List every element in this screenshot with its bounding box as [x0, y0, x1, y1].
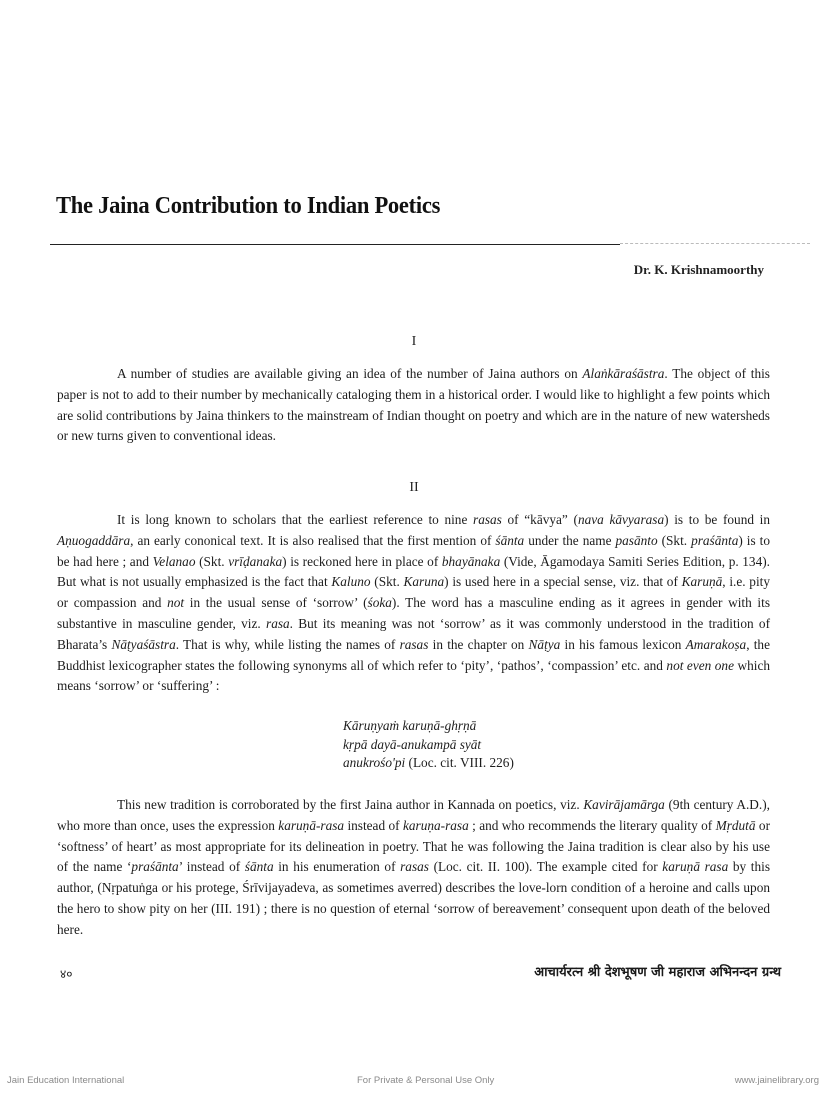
verse-line-3: anukrośo'pi (Loc. cit. VIII. 226) [343, 755, 514, 770]
article-title: The Jaina Contribution to Indian Poetics [56, 192, 441, 219]
watermark-center: For Private & Personal Use Only [357, 1075, 495, 1086]
verse-line-1: Kāruṇyaṁ karuṇā-ghṛṇā [343, 718, 477, 733]
page-number: ४० [60, 967, 73, 981]
verse-line-2: kṛpā dayā-anukampā syāt [343, 736, 482, 752]
paragraph-kannada [57, 795, 770, 941]
watermark-link[interactable]: www.jainelibrary.org [734, 1075, 819, 1086]
title-rule [50, 244, 620, 245]
section-number-1: I [411, 334, 417, 349]
paragraph-text: It is long known to scholars that the earliest reference to nine rasas of “kāvya” (nava kāvyarasa) is to be found in Aṇuogaddāra, an early cononical text. It is also realised that the first mention of śānta under the name pasānto (Skt. praśānta) is to be had here ; and Velanao (Skt. vrīḍanaka) is reckoned here in place of bhayānaka (Vide, Āgamodaya Samiti Series Edition, p. 134). But what is not usually emphasized is the fact that Kaluno (Skt. Karuna) is used here in a special sense, viz. that of Karuṇā, i.e. pity or compassion and not in the usual sense of ‘sorrow’ (śoka). The word has a masculine ending as it agrees in gender with its substantive in masculine gender, viz. rasa. But its meaning was not ‘sorrow’ as it was commonly understood in the tradition of Bharata’s Nāṭyaśāstra. That is why, while listing the names of rasas in the chapter on Nāṭya in his famous lexicon Amarakoṣa, the Buddhist lexicographer states the following synonyms all of which refer to ‘pity’, ‘pathos’, ‘compassion’ etc. and not even one which means ‘sorrow’ or ‘suffering’ : [57, 512, 771, 694]
title-rule-faint [620, 243, 810, 244]
author-name: Dr. K. Krishnamoorthy [633, 262, 764, 277]
paragraph-rasas [57, 510, 770, 697]
running-footer-title: आचार्यरत्न श्री देशभूषण जी महाराज अभिनन्दन ग्रन्थ [534, 965, 781, 980]
paragraph-text: This new tradition is corroborated by the first Jaina author in Kannada on poetics, viz. Kavirājamārga (9th century A.D.), who more than once, uses the expression karuṇā-rasa instead of karuṇa-rasa ; and who recommends the literary quality of Mṛdutā or ‘softness’ of heart’ as most appropriate for its delineation in poetry. That he was following the Jaina tradition is clear also by his use of the name ‘praśānta’ instead of śānta in his enumeration of rasas (Loc. cit. II. 100). The example cited for karuṇā rasa by this author, (Nṛpatuṅga or his protege, Śrīvijayadeva, as sometimes averred) describes the love-lorn condition of a heroine and calls upon the hero to show pity on her (III. 191) ; there is no question of eternal ‘sorrow of bereavement’ consequent upon death of the beloved here. [57, 797, 771, 937]
verse-quote [343, 717, 514, 773]
paragraph-intro [57, 364, 770, 447]
watermark-left: Jain Education International [7, 1075, 125, 1086]
section-number-2: II [409, 480, 419, 495]
paragraph-text: A number of studies are available giving an idea of the number of Jaina authors on Alaṅkāraśāstra. The object of this paper is not to add to their number by mechanically cataloging them in a historical order. I would like to highlight a few points which are solid contributions by Jaina thinkers to the mainstream of Indian thought on poetry and which are in the nature of new watersheds or new turns given to conventional ideas. [57, 366, 770, 444]
